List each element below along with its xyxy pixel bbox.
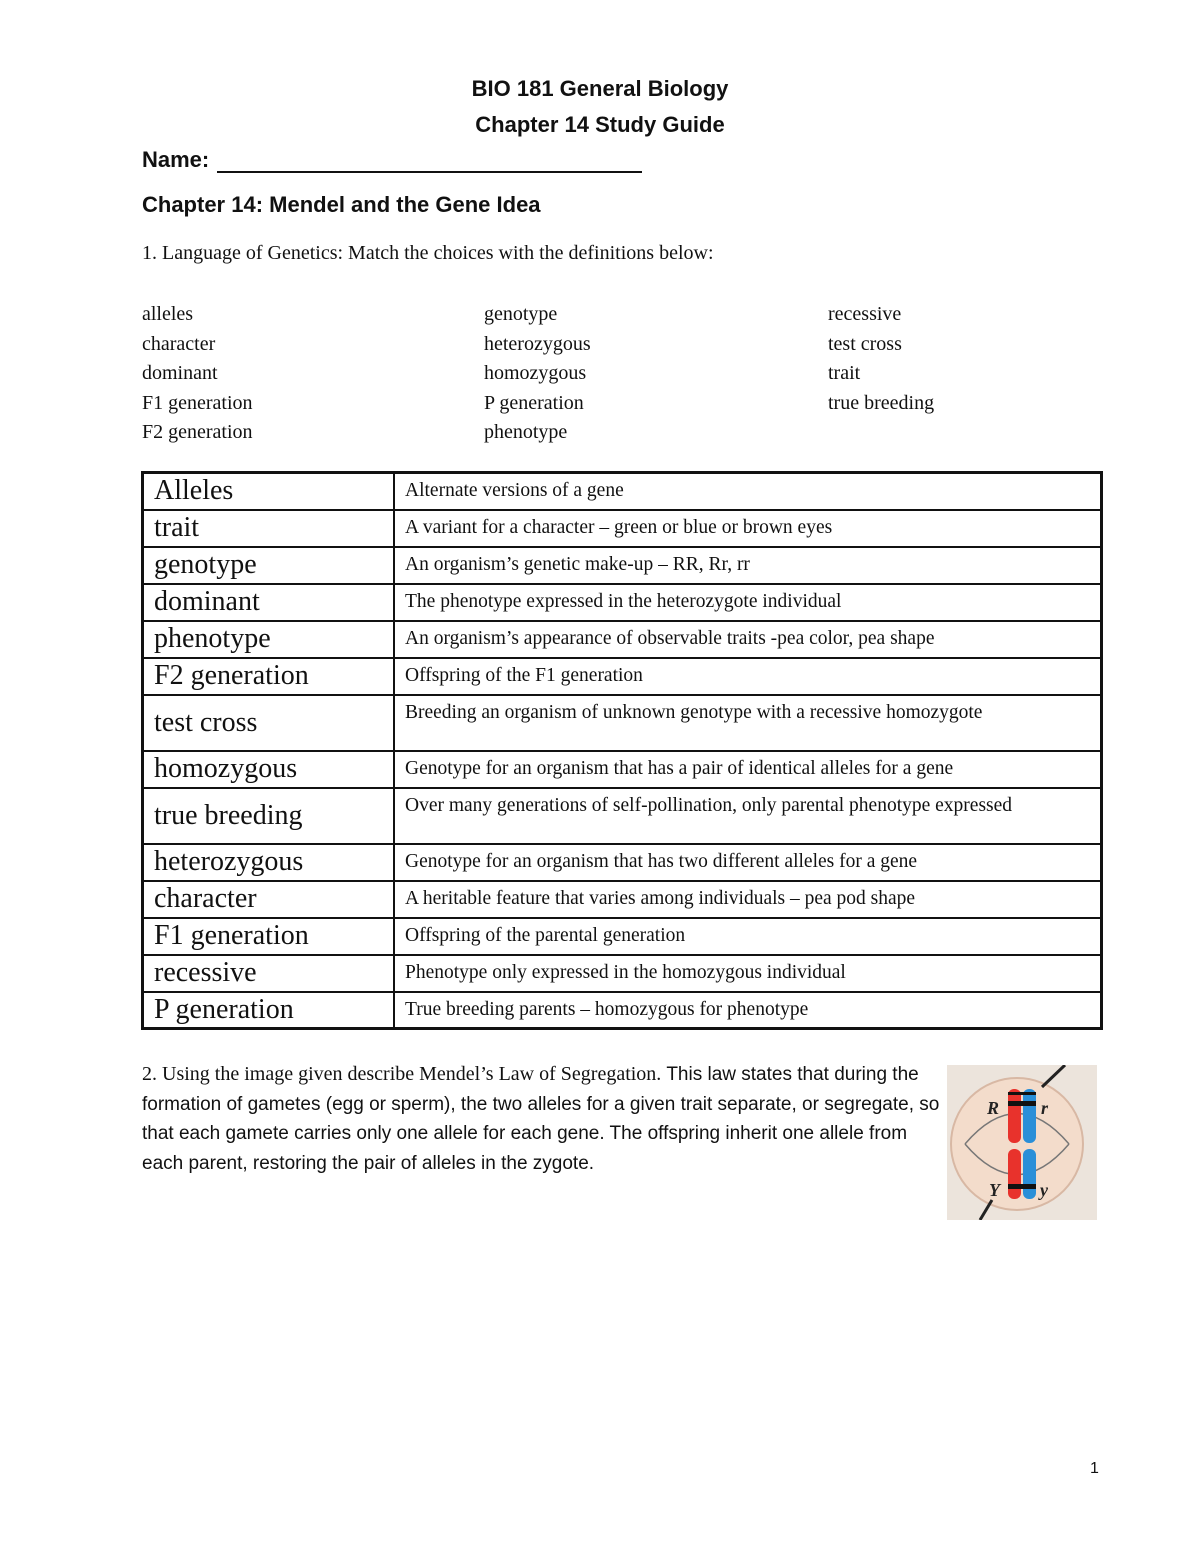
definition-cell: Over many generations of self-pollination, only parental phenotype expressed <box>394 788 1102 844</box>
term-cell: dominant <box>143 584 395 621</box>
choice-item: character <box>142 332 216 355</box>
term-cell: heterozygous <box>143 844 395 881</box>
definition-cell: Alternate versions of a gene <box>394 473 1102 510</box>
table-row <box>143 547 1102 584</box>
definition-cell: The phenotype expressed in the heterozygote individual <box>394 584 1102 621</box>
allele-label-R: R <box>987 1098 1000 1118</box>
document-title: BIO 181 General Biology <box>471 76 729 101</box>
term-cell: Alleles <box>143 473 395 510</box>
allele-marker-r <box>1008 1101 1036 1106</box>
allele-label-Y: Y <box>989 1180 1000 1200</box>
choice-item: phenotype <box>484 421 568 443</box>
definition-cell: Phenotype only expressed in the homozygous individual <box>394 955 1102 992</box>
definition-cell: A heritable feature that varies among individuals – pea pod shape <box>394 881 1102 918</box>
choice-item: alleles <box>142 303 194 325</box>
choice-item: dominant <box>142 362 218 384</box>
chromosome-red-upper <box>1008 1089 1021 1143</box>
term-cell: F1 generation <box>143 918 395 955</box>
choice-item: trait <box>828 362 861 384</box>
allele-label-r: r <box>1041 1098 1049 1118</box>
definition-cell: An organism’s genetic make-up – RR, Rr, rr <box>394 547 1102 584</box>
choice-item: genotype <box>484 303 558 325</box>
name-label: Name: <box>142 147 210 172</box>
definition-cell: An organism’s appearance of observable traits -pea color, pea shape <box>394 621 1102 658</box>
name-blank-line[interactable] <box>217 149 642 173</box>
chromosome-red-lower <box>1008 1149 1021 1199</box>
question-1-prompt: 1. Language of Genetics: Match the choices with the definitions below: <box>142 242 714 264</box>
allele-marker-y <box>1008 1184 1036 1189</box>
document-subtitle: Chapter 14 Study Guide <box>475 112 725 137</box>
choice-item: F2 generation <box>142 421 253 443</box>
chromosome-segregation-figure <box>947 1065 1097 1220</box>
choice-item: test cross <box>828 332 902 355</box>
question-2 <box>142 1060 942 1178</box>
definition-cell: Offspring of the F1 generation <box>394 658 1102 695</box>
allele-marker-r-top <box>1008 1092 1036 1095</box>
table-row <box>143 621 1102 658</box>
term-cell: trait <box>143 510 395 547</box>
definition-cell: Offspring of the parental generation <box>394 918 1102 955</box>
page-number: 1 <box>1090 1460 1099 1477</box>
chromosome-diagram <box>947 1065 1097 1220</box>
table-row <box>143 751 1102 788</box>
question-2-answer: This law states that during the formation of gametes (egg or sperm), the two alleles for a given trait separate, or segregate, so that each gamete carries only one allele for each gene. The offspring inherit one allele from each parent, restoring the pair of alleles in the zygote. <box>142 1064 940 1174</box>
choice-item: recessive <box>828 303 902 325</box>
choice-item: homozygous <box>484 362 587 384</box>
table-row <box>143 955 1102 992</box>
choice-item: true breeding <box>828 391 935 414</box>
table-row <box>143 584 1102 621</box>
choice-item: F1 generation <box>142 391 253 414</box>
term-cell: P generation <box>143 992 395 1029</box>
table-row <box>143 918 1102 955</box>
term-cell: genotype <box>143 547 395 584</box>
choice-column-1 <box>142 300 253 448</box>
table-row <box>143 788 1102 844</box>
table-row <box>143 510 1102 547</box>
table-row <box>143 658 1102 695</box>
definition-cell: Genotype for an organism that has a pair of identical alleles for a gene <box>394 751 1102 788</box>
choice-item: heterozygous <box>484 332 591 355</box>
table-row <box>143 473 1102 510</box>
term-cell: phenotype <box>143 621 395 658</box>
definition-cell: True breeding parents – homozygous for phenotype <box>394 992 1102 1029</box>
chapter-heading: Chapter 14: Mendel and the Gene Idea <box>142 192 541 217</box>
choice-column-2 <box>484 300 591 448</box>
chromosome-blue-lower <box>1023 1149 1036 1199</box>
table-row <box>143 695 1102 751</box>
allele-label-y: y <box>1040 1180 1048 1200</box>
choice-column-3 <box>828 300 934 418</box>
term-cell: character <box>143 881 395 918</box>
question-2-prompt: 2. Using the image given describe Mendel’s Law of Segregation. <box>142 1063 662 1085</box>
term-cell: recessive <box>143 955 395 992</box>
term-cell: F2 generation <box>143 658 395 695</box>
choice-item: P generation <box>484 391 584 414</box>
table-row <box>143 844 1102 881</box>
definition-cell: A variant for a character – green or blue or brown eyes <box>394 510 1102 547</box>
chromosome-blue-upper <box>1023 1089 1036 1143</box>
name-field-row <box>142 147 642 173</box>
definition-cell: Breeding an organism of unknown genotype with a recessive homozygote <box>394 695 1102 751</box>
table-row <box>143 992 1102 1029</box>
term-cell: true breeding <box>143 788 395 844</box>
definitions-table <box>141 471 1103 1030</box>
term-cell: test cross <box>143 695 395 751</box>
table-row <box>143 881 1102 918</box>
term-cell: homozygous <box>143 751 395 788</box>
definition-cell: Genotype for an organism that has two different alleles for a gene <box>394 844 1102 881</box>
